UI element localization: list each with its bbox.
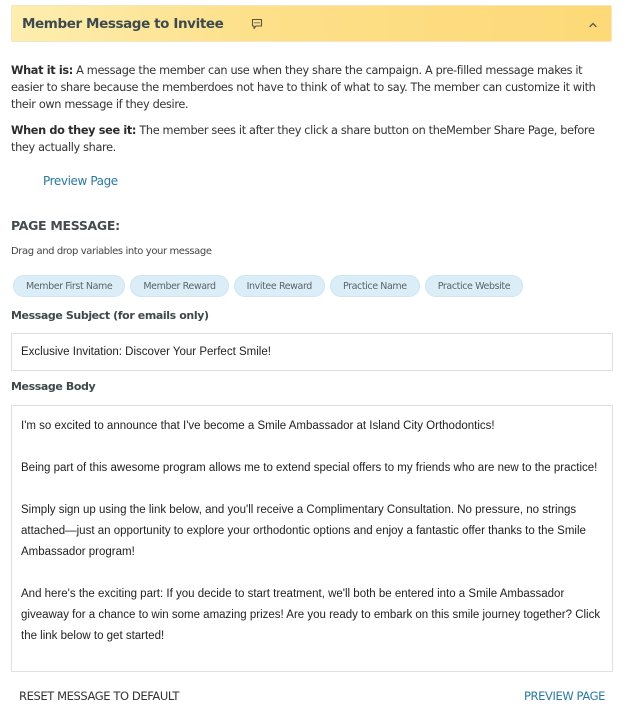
comment-dots-icon	[251, 18, 263, 30]
message-subject-label: Message Subject (for emails only)	[11, 309, 209, 322]
preview-page-button[interactable]: PREVIEW PAGE	[524, 689, 605, 703]
what-it-is-description	[11, 62, 616, 113]
body-paragraph: Simply sign up using the link below, and you'll receive a Complimentary Consultation. No pressure, no strings attached—just an opportunity to explore your orthodontic options and enjoy a fantastic offer thanks to the Smile Ambassador program!	[21, 504, 586, 558]
accordion-header[interactable]	[11, 5, 612, 42]
body-paragraph: And here's the exciting part: If you decide to start treatment, we'll both be entered into a Smile Ambassador giveaway for a chance to win some amazing prizes! Are you ready to embark on this smile journey together? Click the link below to get started!	[21, 588, 601, 642]
variable-chip-invitee-reward[interactable]: Invitee Reward	[234, 275, 325, 297]
variable-chip-member-first-name[interactable]: Member First Name	[13, 275, 125, 297]
variable-chip-practice-website[interactable]: Practice Website	[425, 275, 523, 297]
message-body-textarea[interactable]	[11, 405, 613, 672]
message-body-label: Message Body	[11, 380, 96, 393]
variable-chip-practice-name[interactable]: Practice Name	[330, 275, 420, 297]
variable-chip-member-reward[interactable]: Member Reward	[130, 275, 228, 297]
body-paragraph: I'm so excited to announce that I've become a Smile Ambassador at Island City Orthodontics!	[21, 420, 495, 432]
message-subject-input[interactable]	[11, 333, 613, 371]
when-seen-text: The member sees it after they click a share button on theMember Share Page, before they actually share.	[11, 124, 595, 154]
chevron-up-icon[interactable]	[587, 18, 599, 30]
what-it-is-label: What it is:	[11, 64, 73, 77]
message-subject-value: Exclusive Invitation: Discover Your Perfect Smile!	[21, 346, 271, 358]
panel-title: Member Message to Invitee	[22, 15, 224, 32]
when-seen-label: When do they see it:	[11, 124, 137, 137]
reset-message-button[interactable]: RESET MESSAGE TO DEFAULT	[19, 689, 179, 703]
preview-page-link[interactable]: Preview Page	[43, 174, 118, 188]
when-seen-description	[11, 122, 616, 156]
body-paragraph: Being part of this awesome program allows me to extend special offers to my friends who are new to the practice!	[21, 462, 598, 474]
page-message-title: PAGE MESSAGE:	[11, 218, 120, 233]
variable-chips	[13, 275, 523, 297]
what-it-is-text: A message the member can use when they share the campaign. A pre-filled message makes it easier to share because the memberdoes not have to think of what to say. The member can customize it with their own message if they desire.	[11, 64, 596, 111]
drag-drop-hint: Drag and drop variables into your message	[11, 246, 212, 257]
